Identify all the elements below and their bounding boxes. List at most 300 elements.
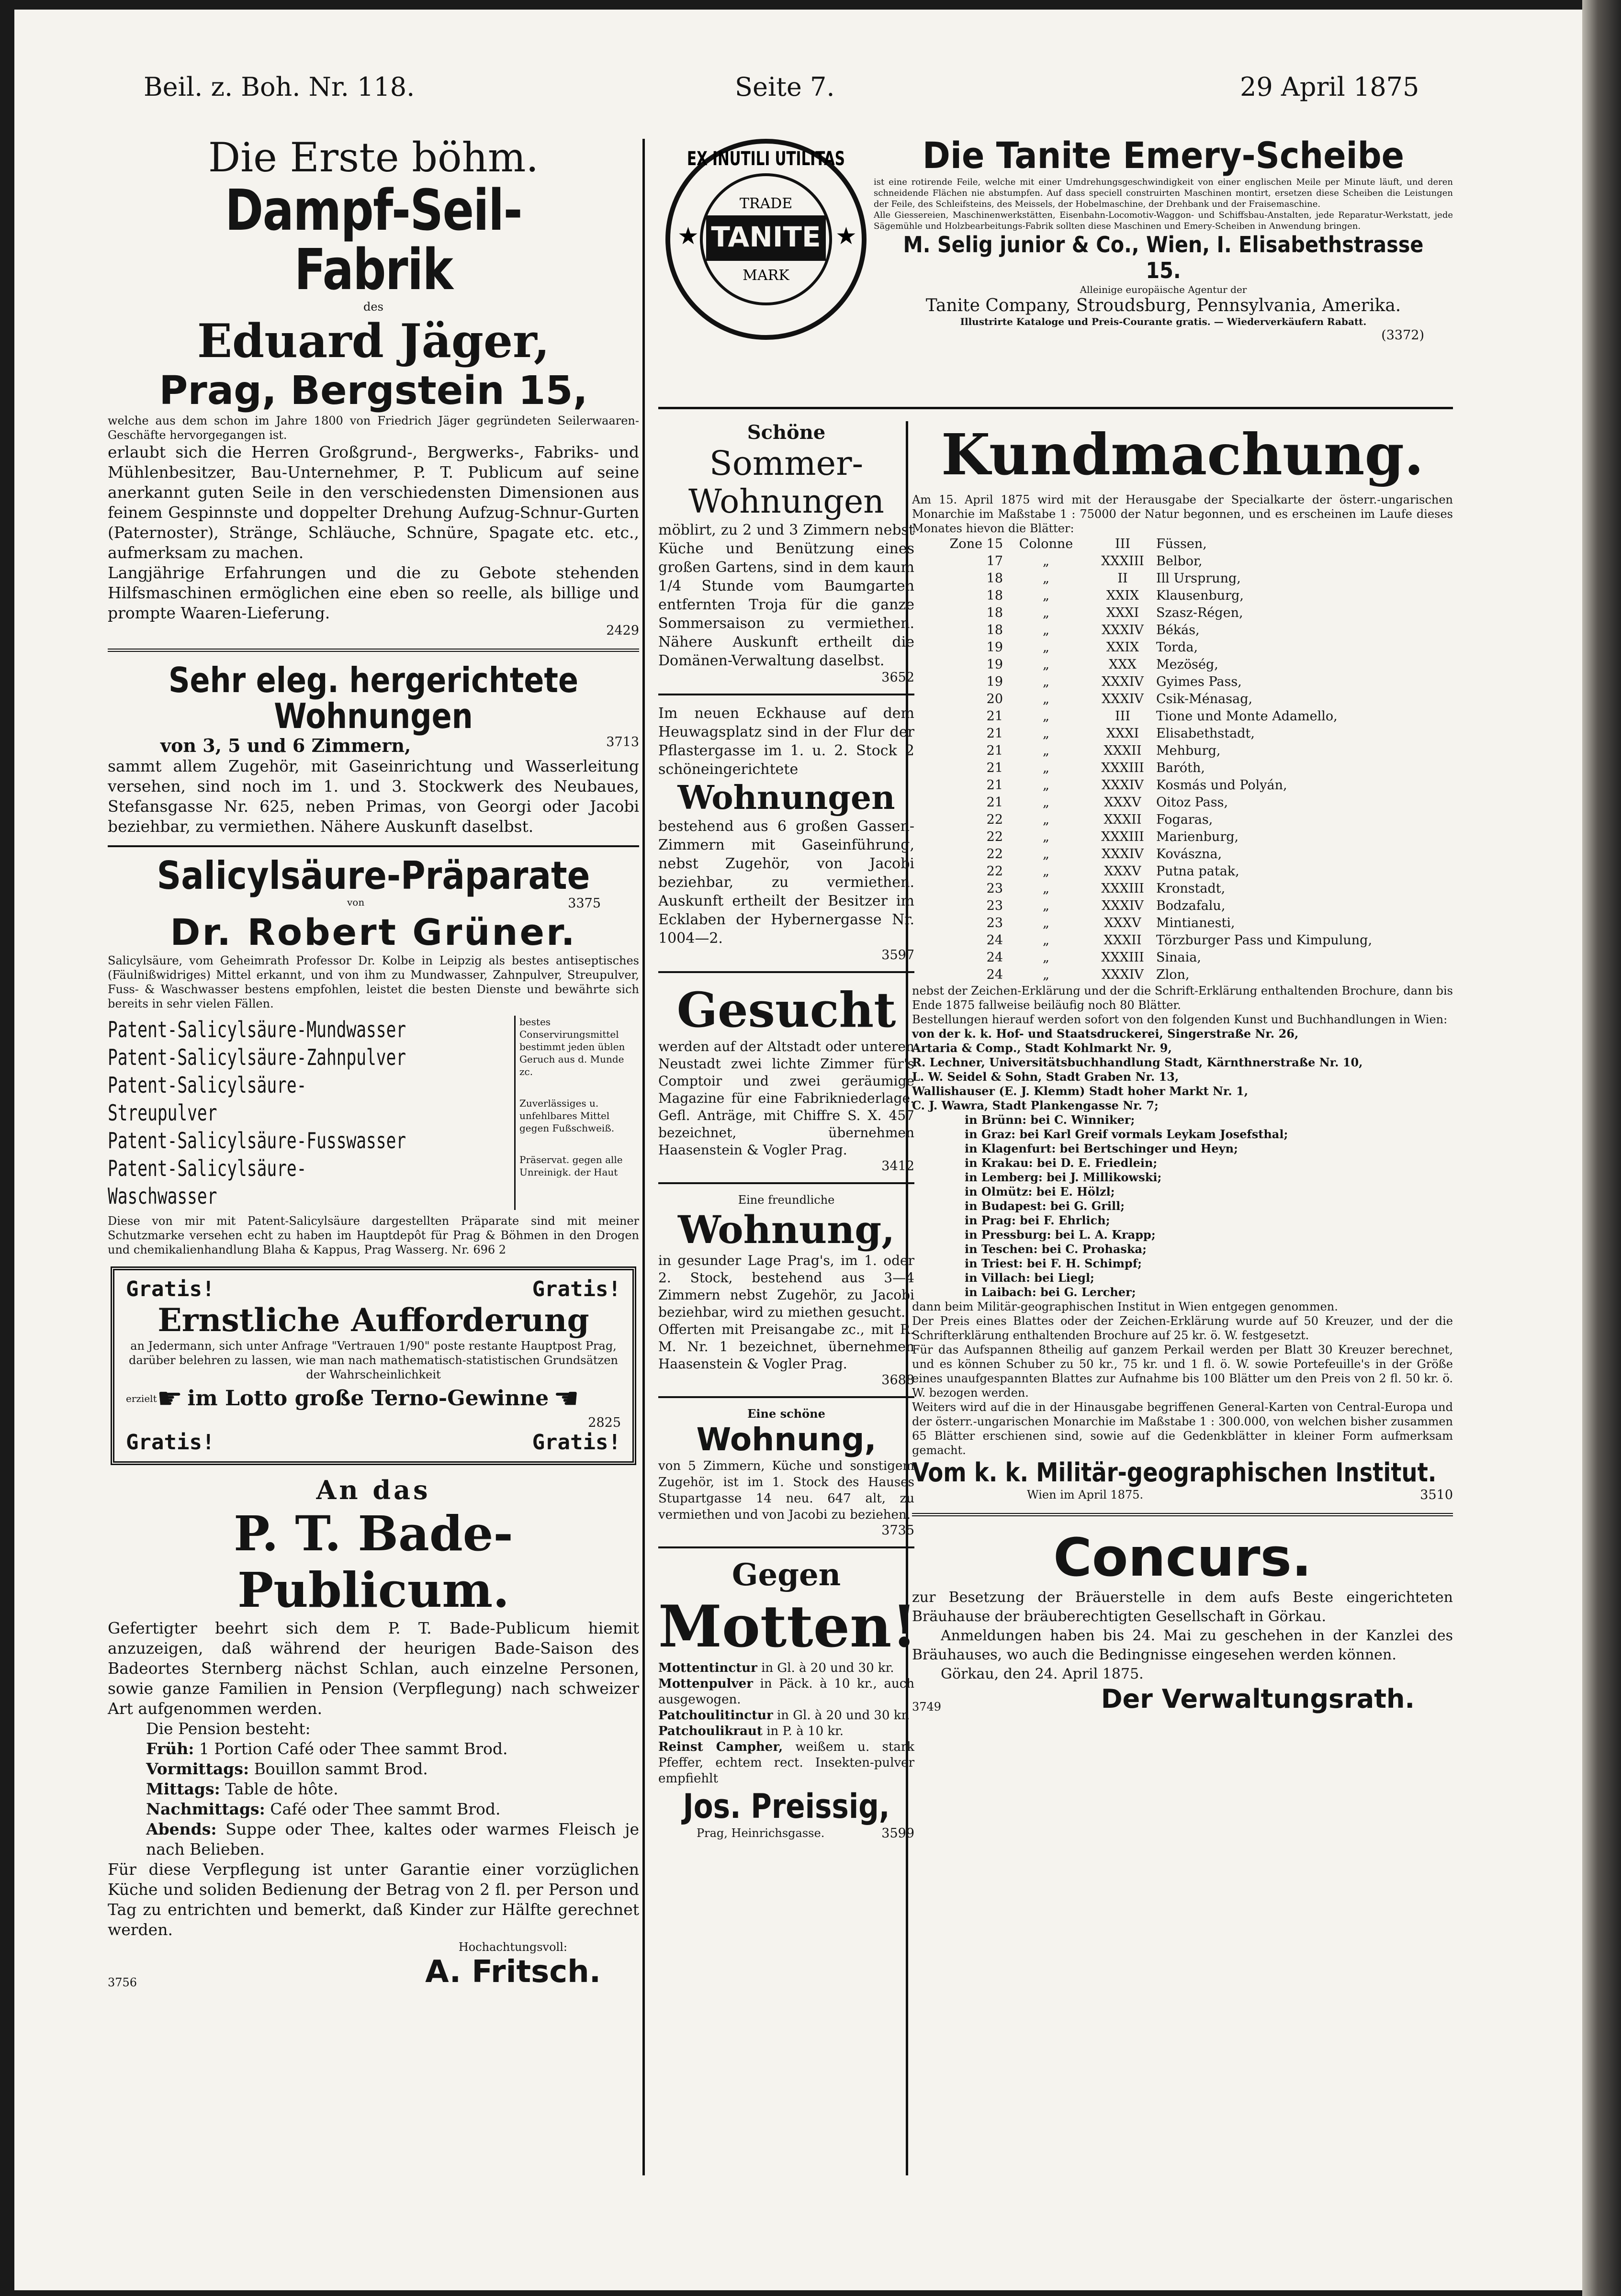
dealer-item: in Graz: bei Karl Greif vormals Leykam Josefsthal; bbox=[965, 1127, 1288, 1141]
product-1: Patent-Salicylsäure-Mundwasser bbox=[108, 1016, 406, 1042]
zone-row bbox=[912, 691, 1453, 708]
divider bbox=[108, 845, 639, 847]
zone-cell-r: XXXIV bbox=[1102, 692, 1144, 706]
zone-cell-c: „ bbox=[1043, 812, 1049, 827]
zone-cell-c: „ bbox=[1043, 726, 1049, 741]
zone-cell-r: XXXV bbox=[1104, 864, 1141, 879]
schoene-body: möblirt, zu 2 und 3 Zimmern nebst Küche und Benützung eines großen Gartens, sind in dem kaum 1/4 Stunde vom Baumgarten entfernten Troja für die ganze Sommersaison zu vermiethen. Nähere Auskunft ertheilt die Domänen-Verwaltung daselbst. bbox=[658, 522, 914, 669]
tanite-company: Tanite Company, Stroudsburg, Pennsylvania, Amerika. bbox=[925, 296, 1401, 315]
zone-cell-r: XXXII bbox=[1103, 933, 1142, 948]
zone-cell-z: 21 bbox=[986, 795, 1003, 810]
gratis-number: 2825 bbox=[588, 1415, 621, 1430]
zone-cell-c: „ bbox=[1043, 864, 1049, 879]
eckhaus-number: 3597 bbox=[881, 948, 914, 963]
wohnungen-body: sammt allem Zugehör, mit Gaseinrichtung und Wasserleitung versehen, sind noch im 1. und 3. Stockwerk des Neubaues, Stefansgasse Nr. 625, neben Primas, von Georgi oder Jacobi beziehbar, zu vermiethen. Nähere Auskunft daselbst. bbox=[108, 756, 639, 836]
seil-title: Dampf-Seil-Fabrik bbox=[225, 177, 522, 302]
zone-cell-z: 18 bbox=[986, 605, 1003, 620]
kund-body2: nebst der Zeichen-Erklärung und der die Schrift-Erklärung enthaltenden Brochure, dann bis Ende 1875 fallweise beiläufig noch 80 Blätter. bbox=[912, 984, 1453, 1012]
meal-key: Vormittags: bbox=[146, 1759, 249, 1778]
gratis-bl: Gratis! bbox=[126, 1430, 215, 1455]
tanite-agent: Alleinige europäische Agentur der bbox=[1080, 284, 1247, 295]
dealer-item: in Pressburg: bei L. A. Krapp; bbox=[965, 1228, 1156, 1242]
zone-cell-n: Torda, bbox=[1156, 640, 1198, 655]
zone-cell-n: Mezöség, bbox=[1156, 657, 1218, 672]
dealer-item: in Brünn: bei C. Winniker; bbox=[965, 1113, 1135, 1127]
schoene-line1: Schöne bbox=[747, 421, 826, 444]
dealer-item: R. Lechner, Universitätsbuchhandlung Stadt, Kärnthnerstraße Nr. 10, bbox=[912, 1055, 1363, 1069]
zone-row bbox=[912, 605, 1453, 622]
zone-cell-c: „ bbox=[1043, 761, 1049, 775]
kund-body3: Bestellungen hierauf werden sofort von den folgenden Kunst und Buchhandlungen in Wien: bbox=[912, 1013, 1448, 1026]
tanite-body2: Alle Giessereien, Maschinenwerkstätten, Eisenbahn-Locomotiv-Waggon- und Schiffsbau-Anstalten, jede Reparatur-Werkstatt, jede Sägemühle und Holzbearbeitungs-Fabrik sollten diese Maschinen und Emery-Scheiben in Anwendung bringen. bbox=[874, 210, 1453, 231]
divider bbox=[658, 1182, 914, 1184]
kund-place: Wien im April 1875. bbox=[1027, 1488, 1144, 1501]
zone-cell-n: Kosmás und Polyán, bbox=[1156, 778, 1287, 793]
zone-cell-n: Baróth, bbox=[1156, 761, 1205, 775]
zone-cell-z: 21 bbox=[986, 761, 1003, 775]
zone-row bbox=[912, 553, 1453, 570]
dealer-item: in Teschen: bei C. Prohaska; bbox=[965, 1242, 1147, 1256]
ad-sommer-wohnungen bbox=[658, 421, 914, 685]
kund-body5: Der Preis eines Blattes oder der Zeichen-Erklärung wurde auf 50 Kreuzer, und der die Schrifterklärung enthaltenden Brochure auf 25 kr. ö. W. festgesetzt. bbox=[912, 1314, 1453, 1342]
freundliche-body: in gesunder Lage Prag's, im 1. oder 2. Stock, bestehend aus 3—4 Zimmern nebst Zugehör, zu Jacobi beziehbar, wird zu miethen gesucht. bbox=[658, 1253, 914, 1320]
zone-cell-r: XXXV bbox=[1104, 795, 1141, 810]
gratis-br: Gratis! bbox=[532, 1430, 621, 1455]
zone-cell-z: 19 bbox=[986, 674, 1003, 689]
meal-key: Früh: bbox=[146, 1739, 194, 1758]
zone-cell-z: 23 bbox=[986, 916, 1003, 930]
meal-key: Nachmittags: bbox=[146, 1799, 265, 1818]
wohnungen-sub: von 3, 5 und 6 Zimmern, bbox=[160, 734, 411, 756]
zone-cell-c: „ bbox=[1043, 916, 1049, 930]
bade-sign: Hochachtungsvoll: bbox=[458, 1940, 567, 1954]
zone-cell-r: XXXII bbox=[1103, 743, 1142, 758]
concurs-date: Görkau, den 24. April 1875. bbox=[941, 1666, 1144, 1682]
kund-body4: dann beim Militär-geographischen Institut in Wien entgegen genommen. bbox=[912, 1300, 1338, 1313]
zone-row bbox=[912, 811, 1453, 829]
dealer-list bbox=[912, 1027, 1453, 1299]
zone-cell-c: „ bbox=[1043, 847, 1049, 862]
tanite-title: Die Tanite Emery-Scheibe bbox=[922, 134, 1405, 177]
kund-body7: Weiters wird auf die in der Hinausgabe begriffenen General-Karten von Central-Europa und der österr.-ungarischen Monarchie im Maßstabe 1 : 300.000, von welchen bisher zusammen 65 Blätter erschienen sind, sowie auf die Gedenkblätter in kleiner Form aufmerksam gemacht. bbox=[912, 1400, 1453, 1457]
product-3: Patent-Salicylsäure-Streupulver bbox=[108, 1072, 307, 1126]
ad-salicyl bbox=[108, 853, 639, 1257]
zone-cell-r: XXXI bbox=[1106, 726, 1139, 741]
concurs-sign: Der Verwaltungsrath. bbox=[1101, 1684, 1415, 1714]
divider bbox=[108, 649, 639, 652]
zone-list bbox=[912, 536, 1453, 984]
dealer-item: L. W. Seidel & Sohn, Stadt Graben Nr. 13, bbox=[912, 1070, 1179, 1084]
zone-row bbox=[912, 673, 1453, 691]
ad-gesucht bbox=[658, 982, 914, 1174]
tanite-bottom-rule bbox=[658, 407, 1453, 409]
salicyl-products bbox=[108, 1016, 514, 1210]
motten-item-value: in Päck. à 10 kr., auch ausgewogen. bbox=[658, 1677, 914, 1707]
eckhaus-title: Wohnungen bbox=[677, 779, 895, 817]
bade-line1: An das bbox=[316, 1474, 431, 1505]
zone-cell-n: Klausenburg, bbox=[1156, 588, 1244, 603]
ad-seil-fabrik bbox=[108, 134, 639, 638]
meal-value: Café oder Thee sammt Brod. bbox=[270, 1799, 501, 1818]
schoene-line2: Sommer- bbox=[709, 444, 864, 483]
zone-cell-z: Zone 15 bbox=[949, 537, 1003, 551]
zone-cell-r: XXIX bbox=[1106, 588, 1139, 603]
meal-value: 1 Portion Café oder Thee sammt Brod. bbox=[199, 1739, 508, 1758]
motten-number: 3599 bbox=[881, 1826, 914, 1841]
bade-pension: Die Pension besteht: bbox=[146, 1719, 311, 1738]
dealer-item: in Triest: bei F. H. Schimpf; bbox=[965, 1256, 1142, 1270]
tanite-number: (3372) bbox=[1381, 328, 1424, 343]
bade-body: Gefertigter beehrt sich dem P. T. Bade-Publicum hiemit anzuzeigen, daß während der heurigen Bade-Saison des Badeortes Sternberg nächst Schlan, auch einzelne Personen, sowie ganze Familien in Pension (Verpflegung) nach schweizer Art aufgenommen werden. bbox=[108, 1618, 639, 1718]
gesucht-title: Gesucht bbox=[676, 982, 896, 1038]
zone-cell-r: XXXIV bbox=[1102, 967, 1144, 982]
wohnungen-number: 3713 bbox=[606, 734, 639, 750]
product-2: Patent-Salicylsäure-Zahnpulver bbox=[108, 1044, 406, 1070]
motten-line1: Gegen bbox=[732, 1557, 841, 1593]
zone-cell-n: Törzburger Pass und Kimpulung, bbox=[1156, 933, 1373, 948]
ad-concurs bbox=[912, 1527, 1453, 1714]
dealer-item: Artaria & Comp., Stadt Kohlmarkt Nr. 9, bbox=[912, 1041, 1172, 1055]
freundliche-line1: Eine freundliche bbox=[738, 1193, 835, 1207]
zone-cell-c: „ bbox=[1043, 950, 1049, 965]
salicyl-title: Salicylsäure-Präparate bbox=[157, 853, 590, 898]
dealer-item: in Laibach: bei G. Lercher; bbox=[965, 1285, 1136, 1299]
zone-cell-z: 21 bbox=[986, 709, 1003, 724]
kundmachung bbox=[912, 421, 1453, 1502]
zone-cell-n: Mintianesti, bbox=[1156, 916, 1235, 930]
zone-row bbox=[912, 760, 1453, 777]
zone-cell-c: „ bbox=[1043, 605, 1049, 620]
zone-cell-n: Putna patak, bbox=[1156, 864, 1239, 879]
tanite-firm: M. Selig junior & Co., Wien, I. Elisabethstrasse 15. bbox=[903, 232, 1424, 283]
divider bbox=[658, 971, 914, 973]
zone-row bbox=[912, 536, 1453, 553]
motten-address: Prag, Heinrichsgasse. bbox=[697, 1826, 825, 1840]
logo-bottom-text: MARK bbox=[743, 267, 789, 284]
schoene2-body: von 5 Zimmern, Küche und sonstigem Zugehör, ist im 1. Stock des Hauses Stupartgasse 14 neu. 647 alt, zu vermiethen und von Jacobi zu beziehen. bbox=[658, 1459, 914, 1522]
zone-cell-n: Bodzafalu, bbox=[1156, 898, 1226, 913]
zone-cell-r: XXIX bbox=[1106, 640, 1139, 655]
eckhaus-body: Im neuen Eckhause auf dem Heuwagsplatz sind in der Flur der Pflastergasse im 1. u. 2. Stock 2 schöneingerichtete bbox=[658, 705, 914, 778]
motten-item-key: Mottentinctur bbox=[658, 1661, 757, 1675]
seil-intro: welche aus dem schon im Jahre 1800 von Friedrich Jäger gegründeten Seilerwaaren-Geschäfte hervorgegangen ist. bbox=[108, 414, 639, 442]
zone-cell-r: XXXIII bbox=[1101, 881, 1144, 896]
tanite-ad bbox=[874, 134, 1453, 421]
zone-cell-r: II bbox=[1117, 571, 1128, 586]
zone-row bbox=[912, 863, 1453, 880]
salicyl-von: von bbox=[347, 896, 365, 908]
zone-cell-c: „ bbox=[1043, 588, 1049, 603]
zone-cell-z: 18 bbox=[986, 623, 1003, 638]
ad-eckhaus bbox=[658, 704, 914, 963]
schoene2-number: 3735 bbox=[881, 1523, 914, 1538]
zone-row bbox=[912, 846, 1453, 863]
star-icon: ★ bbox=[677, 222, 699, 250]
schoene-number: 3652 bbox=[881, 670, 914, 685]
schoene2-line1: Eine schöne bbox=[747, 1407, 825, 1421]
tanite-catalogue: Illustrirte Kataloge und Preis-Courante gratis. — Wiederverkäufern Rabatt. bbox=[960, 316, 1367, 327]
meal-key: Abends: bbox=[146, 1819, 217, 1838]
divider bbox=[658, 1546, 914, 1548]
ad-schoene-wohnung bbox=[658, 1407, 914, 1538]
gesucht-number: 3412 bbox=[881, 1159, 914, 1174]
bade-number: 3756 bbox=[108, 1975, 137, 1989]
zone-row bbox=[912, 725, 1453, 742]
zone-cell-r: XXXII bbox=[1103, 812, 1142, 827]
meal-value: Suppe oder Thee, kaltes oder warmes Fleisch je nach Belieben. bbox=[146, 1819, 639, 1859]
gratis-title: Ernstliche Aufforderung bbox=[158, 1301, 589, 1339]
zone-cell-r: XXXIII bbox=[1101, 829, 1144, 844]
zone-row bbox=[912, 897, 1453, 915]
zone-cell-r: XXXIV bbox=[1102, 898, 1144, 913]
salicyl-name: Dr. Robert Grüner. bbox=[170, 910, 577, 953]
zone-cell-c: „ bbox=[1043, 778, 1049, 793]
zone-row bbox=[912, 932, 1453, 949]
column-1 bbox=[108, 134, 639, 2252]
ad-wohnungen bbox=[108, 662, 639, 837]
dealer-item: in Olmütz: bei E. Hölzl; bbox=[965, 1185, 1115, 1198]
zone-cell-n: Kovászna, bbox=[1156, 847, 1222, 862]
gratis-lotto: im Lotto große Terno-Gewinne bbox=[187, 1386, 549, 1411]
zone-cell-r: III bbox=[1115, 537, 1130, 551]
pointing-hand-icon: ☛ bbox=[553, 1381, 580, 1415]
note-2: Zuverlässiges u. unfehlbares Mittel gegen Fußschweiß. bbox=[519, 1097, 615, 1134]
zone-row bbox=[912, 794, 1453, 811]
zone-cell-r: XXXIII bbox=[1101, 554, 1144, 569]
zone-cell-n: Tione und Monte Adamello, bbox=[1156, 709, 1338, 724]
zone-row bbox=[912, 587, 1453, 605]
divider bbox=[658, 1396, 914, 1398]
eckhaus-body2: bestehend aus 6 großen Gassen-Zimmern mit Gaseinführung, nebst Zugehör, von Jacobi beziehbar, zu vermiethen. Auskunft ertheilt der Besitzer im Ecklaben der Hybernergasse Nr. 1004—2. bbox=[658, 818, 914, 947]
zone-cell-z: 24 bbox=[986, 950, 1003, 965]
zone-cell-n: Elisabethstadt, bbox=[1156, 726, 1255, 741]
divider bbox=[912, 1513, 1453, 1516]
seil-body2: Langjährige Erfahrungen und die zu Gebote stehenden Hilfsmaschinen ermöglichen eine eben so reelle, als billige und prompte Waaren-Lieferung. bbox=[108, 563, 639, 622]
zone-cell-n: Füssen, bbox=[1156, 537, 1207, 551]
motten-item-key: Mottenpulver bbox=[658, 1677, 753, 1691]
motten-item-key: Patchoulikraut bbox=[658, 1724, 763, 1738]
zone-cell-n: Fogaras, bbox=[1156, 812, 1213, 827]
product-4: Patent-Salicylsäure-Fusswasser bbox=[108, 1127, 406, 1154]
zone-cell-z: 22 bbox=[986, 829, 1003, 844]
zone-cell-n: Békás, bbox=[1156, 623, 1200, 638]
zone-cell-c: „ bbox=[1043, 709, 1049, 724]
column-3 bbox=[912, 421, 1453, 2252]
ad-freundliche-wohnung bbox=[658, 1193, 914, 1388]
zone-cell-r: XXXIV bbox=[1102, 847, 1144, 862]
zone-cell-n: Mehburg, bbox=[1156, 743, 1221, 758]
zone-row bbox=[912, 966, 1453, 984]
ad-motten bbox=[658, 1557, 917, 1841]
dealer-item: in Prag: bei F. Ehrlich; bbox=[965, 1213, 1110, 1227]
zone-cell-n: Ill Ursprung, bbox=[1156, 571, 1241, 586]
zone-cell-c: „ bbox=[1043, 674, 1049, 689]
zone-cell-z: 21 bbox=[986, 743, 1003, 758]
kund-number: 3510 bbox=[1420, 1488, 1453, 1502]
kund-body6: Für das Aufspannen 8theilig auf ganzem Perkail werden per Blatt 30 Kreuzer berechnet, und es können Schuber zu 50 kr., 75 kr. und 1 fl. ö. W. sowie Portefeuille's in der Größe eines unaufgespannten Blattes zur Aufnahme bis 100 Blätter um den Preis von 2 fl. 50 kr. ö. W. bezogen werden. bbox=[912, 1343, 1453, 1400]
seil-name: Eduard Jäger, bbox=[197, 314, 550, 368]
salicyl-body: Salicylsäure, vom Geheimrath Professor Dr. Kolbe in Leipzig als bestes antiseptisches (Fäulnißwidriges) Mittel erkannt, und von ihm zu Mundwasser, Zahnpulver, Streupulver, Fuss- & Waschwasser bestens empfohlen, leistet die besten Dienste und bewährte sich bereits in sehr vielen Fällen. bbox=[108, 953, 639, 1010]
zone-cell-z: 20 bbox=[986, 692, 1003, 706]
kund-title: Kundmachung. bbox=[941, 421, 1424, 488]
ad-bade-publicum bbox=[108, 1475, 639, 1990]
zone-cell-c: Colonne bbox=[1019, 537, 1073, 551]
zone-cell-n: Marienburg, bbox=[1156, 829, 1239, 844]
zone-row bbox=[912, 639, 1453, 656]
zone-cell-c: „ bbox=[1043, 571, 1049, 586]
zone-cell-z: 18 bbox=[986, 571, 1003, 586]
gratis-tl: Gratis! bbox=[126, 1277, 215, 1301]
dealer-item: in Lemberg: bei J. Millikowski; bbox=[965, 1170, 1162, 1184]
bade-name: A. Fritsch. bbox=[425, 1954, 601, 1990]
zone-row bbox=[912, 570, 1453, 587]
page-edge-shadow bbox=[1582, 0, 1621, 2296]
salicyl-footer: Diese von mir mit Patent-Salicylsäure dargestellten Präparate sind mit meiner Schutzmarke versehen echt zu haben im Hauptdepôt für Prag & Böhmen in den Drogen und chemikalienhandlung Blaha & Kappus, Prag Wasserg. Nr. 696 2 bbox=[108, 1214, 639, 1256]
zone-cell-z: 23 bbox=[986, 898, 1003, 913]
zone-cell-z: 24 bbox=[986, 967, 1003, 982]
gesucht-body: werden auf der Altstadt oder unteren Neustadt zwei lichte Zimmer für's Comptoir und zwei geräumige Magazine für eine Fabrikniederlage. Gefl. Anträge, mit Chiffre S. X. 457 bezeichnet, übernehmen Haasenstein & Vogler Prag. bbox=[658, 1039, 914, 1158]
zone-cell-c: „ bbox=[1043, 554, 1049, 569]
zone-row bbox=[912, 622, 1453, 639]
zone-cell-n: Csik-Ménasag, bbox=[1156, 692, 1253, 706]
gratis-erzielt: erzielt bbox=[126, 1392, 157, 1404]
zone-cell-r: XXXIII bbox=[1101, 761, 1144, 775]
kund-body: Am 15. April 1875 wird mit der Herausgabe der Specialkarte der österr.-ungarischen Monarchie im Maßstabe 1 : 75000 der Natur begonnen, und es erscheinen im Laufe dieses Monates hievon die Blätter: bbox=[912, 493, 1453, 535]
motten-item-key: Patchoulitinctur bbox=[658, 1708, 773, 1723]
dealer-item: von der k. k. Hof- und Staatsdruckerei, Singerstraße Nr. 26, bbox=[912, 1027, 1299, 1041]
newspaper-page bbox=[14, 10, 1582, 2290]
zone-cell-n: Belbor, bbox=[1156, 554, 1203, 569]
tanite-trademark-logo bbox=[663, 136, 869, 342]
zone-cell-c: „ bbox=[1043, 623, 1049, 638]
zone-cell-n: Zlon, bbox=[1156, 967, 1190, 982]
motten-name: Jos. Preissig, bbox=[683, 1787, 890, 1826]
zone-cell-c: „ bbox=[1043, 657, 1049, 672]
tanite-body: ist eine rotirende Feile, welche mit einer Umdrehungsgeschwindigkeit von einer englischen Meile per Minute läuft, und deren schneidende Flächen nie abstumpfen. Auf dass speciell construirten Maschinen montirt, ersetzen diese Scheiben die Leistungen der Feile, des Schleifsteins, des Meissels, der Hobelmaschine, der Drehbank und der Fraisemaschine. bbox=[874, 177, 1453, 209]
zone-cell-r: XXX bbox=[1109, 657, 1137, 672]
motten-title: Motten! bbox=[658, 1593, 917, 1660]
zone-cell-r: III bbox=[1115, 709, 1130, 724]
zone-cell-r: XXXIV bbox=[1102, 674, 1144, 689]
freundliche-title: Wohnung, bbox=[677, 1207, 895, 1252]
bade-title: P. T. Bade-Publicum. bbox=[234, 1505, 513, 1618]
ad-gratis-box bbox=[111, 1266, 636, 1465]
zone-cell-r: XXXI bbox=[1106, 605, 1139, 620]
zone-cell-n: Kronstadt, bbox=[1156, 881, 1226, 896]
concurs-body2: Anmeldungen haben bis 24. Mai zu geschehen in der Kanzlei des Bräuhauses, wo auch die Bedingnisse eingesehen werden können. bbox=[912, 1627, 1453, 1663]
motten-item-key: Reinst Campher, bbox=[658, 1740, 783, 1754]
gratis-body: an Jedermann, sich unter Anfrage "Vertrauen 1/90" poste restante Hauptpost Prag, darüber belehren zu lassen, wie man nach mathematisch-statistischen Grundsätzen der Wahrscheinlichkeit bbox=[128, 1339, 618, 1381]
wohnungen-title: Sehr eleg. hergerichtete Wohnungen bbox=[168, 660, 579, 737]
zone-cell-c: „ bbox=[1043, 795, 1049, 810]
zone-cell-r: XXXV bbox=[1104, 916, 1141, 930]
dealer-item: in Budapest: bei G. Grill; bbox=[965, 1199, 1125, 1213]
zone-row bbox=[912, 880, 1453, 897]
zone-row bbox=[912, 708, 1453, 725]
zone-row bbox=[912, 742, 1453, 760]
column-rule-1 bbox=[642, 139, 645, 2175]
meal-key: Mittags: bbox=[146, 1779, 220, 1798]
zone-cell-r: XXXIV bbox=[1102, 623, 1144, 638]
motten-item-value: in P. à 10 kr. bbox=[766, 1724, 844, 1738]
meal-value: Bouillon sammt Brod. bbox=[254, 1759, 428, 1778]
zone-cell-c: „ bbox=[1043, 743, 1049, 758]
zone-cell-c: „ bbox=[1043, 881, 1049, 896]
header-right: 29 April 1875 bbox=[1240, 72, 1419, 102]
pointing-hand-icon: ☛ bbox=[157, 1381, 183, 1415]
salicyl-notes bbox=[514, 1016, 639, 1210]
salicyl-number: 3375 bbox=[568, 896, 601, 911]
zone-row bbox=[912, 949, 1453, 966]
divider bbox=[658, 694, 914, 695]
zone-cell-z: 19 bbox=[986, 640, 1003, 655]
dealer-item: in Klagenfurt: bei Bertschinger und Heyn; bbox=[965, 1142, 1238, 1155]
seil-address: Prag, Bergstein 15, bbox=[159, 368, 588, 414]
meal-value: Table de hôte. bbox=[225, 1779, 338, 1798]
bade-body2: Für diese Verpflegung ist unter Garantie einer vorzüglichen Küche und soliden Bedienung der Betrag von 2 fl. per Person und Tag zu entrichten und bemerkt, daß Kinder zur Hälfte gerechnet werden. bbox=[108, 1859, 639, 1939]
zone-cell-c: „ bbox=[1043, 829, 1049, 844]
motten-item-value: in Gl. à 20 und 30 kr. bbox=[777, 1708, 910, 1723]
freundliche-number: 3688 bbox=[881, 1373, 914, 1388]
zone-cell-c: „ bbox=[1043, 967, 1049, 982]
gratis-tr: Gratis! bbox=[532, 1277, 621, 1301]
zone-cell-z: 23 bbox=[986, 881, 1003, 896]
seil-line1: Die Erste böhm. bbox=[208, 134, 539, 181]
motten-item-value: in Gl. à 20 und 30 kr. bbox=[761, 1661, 894, 1675]
zone-cell-z: 24 bbox=[986, 933, 1003, 948]
note-1: bestes Conservirungsmittel bestimmt jeden üblen Geruch aus d. Munde zc. bbox=[519, 1016, 625, 1077]
zone-cell-n: Oitoz Pass, bbox=[1156, 795, 1228, 810]
concurs-body: zur Besetzung der Bräuerstelle in dem aufs Beste eingerichteten Bräuhause der bräuberechtigten Gesellschaft in Görkau. bbox=[912, 1589, 1453, 1625]
kund-institute: Vom k. k. Militär-geographischen Institut. bbox=[912, 1457, 1437, 1488]
zone-cell-r: XXXIII bbox=[1101, 950, 1144, 965]
zone-cell-c: „ bbox=[1043, 640, 1049, 655]
zone-cell-z: 18 bbox=[986, 588, 1003, 603]
header-center: Seite 7. bbox=[735, 72, 835, 102]
zone-cell-r: XXXIV bbox=[1102, 778, 1144, 793]
star-icon: ★ bbox=[835, 222, 857, 250]
seil-number: 2429 bbox=[606, 623, 639, 638]
logo-mid-text: TANITE bbox=[711, 221, 821, 253]
zone-cell-n: Sinaia, bbox=[1156, 950, 1201, 965]
zone-cell-c: „ bbox=[1043, 898, 1049, 913]
zone-cell-c: „ bbox=[1043, 692, 1049, 706]
dealer-item: Wallishauser (E. J. Klemm) Stadt hoher Markt Nr. 1, bbox=[912, 1084, 1249, 1098]
seil-des: des bbox=[363, 300, 383, 314]
header-left: Beil. z. Boh. Nr. 118. bbox=[144, 72, 415, 102]
schoene2-title: Wohnung, bbox=[696, 1421, 877, 1458]
column-2 bbox=[658, 421, 917, 2252]
zone-cell-z: 22 bbox=[986, 864, 1003, 879]
logo-ring-text: EX INUTILI UTILITAS bbox=[687, 148, 845, 170]
dealer-item: C. J. Wawra, Stadt Plankengasse Nr. 7; bbox=[912, 1098, 1159, 1112]
zone-cell-n: Szasz-Régen, bbox=[1156, 605, 1243, 620]
freundliche-body2: Offerten mit Preisangabe zc., mit R. M. Nr. 1 bezeichnet, übernehmen Haasenstein & Vogler Prag. bbox=[658, 1322, 914, 1372]
concurs-number: 3749 bbox=[912, 1700, 942, 1714]
motten-item-value: weißem u. stark Pfeffer, echtem rect. Insekten-pulver empfiehlt bbox=[658, 1740, 914, 1786]
note-3: Präservat. gegen alle Unreinigk. der Haut bbox=[519, 1154, 623, 1178]
zone-cell-z: 21 bbox=[986, 778, 1003, 793]
zone-cell-c: „ bbox=[1043, 933, 1049, 948]
zone-cell-z: 19 bbox=[986, 657, 1003, 672]
schoene-line3: Wohnungen bbox=[688, 483, 884, 521]
zone-cell-z: 21 bbox=[986, 726, 1003, 741]
zone-cell-z: 22 bbox=[986, 847, 1003, 862]
dealer-item: in Villach: bei Liegl; bbox=[965, 1271, 1094, 1285]
zone-row bbox=[912, 915, 1453, 932]
dealer-item: in Krakau: bei D. E. Friedlein; bbox=[965, 1156, 1158, 1170]
seil-body: erlaubt sich die Herren Großgrund-, Bergwerks-, Fabriks- und Mühlenbesitzer, Bau-Unternehmer, P. T. Publicum auf seine anerkannt guten Seile in den verschiedensten Dimensionen aus feinem Gespinnste und doppelter Drehung Aufzug-Schnur-Gurten (Paternoster), Stränge, Schläuche, Schnüre, Spagate etc. etc., aufmerksam zu machen. bbox=[108, 442, 639, 562]
